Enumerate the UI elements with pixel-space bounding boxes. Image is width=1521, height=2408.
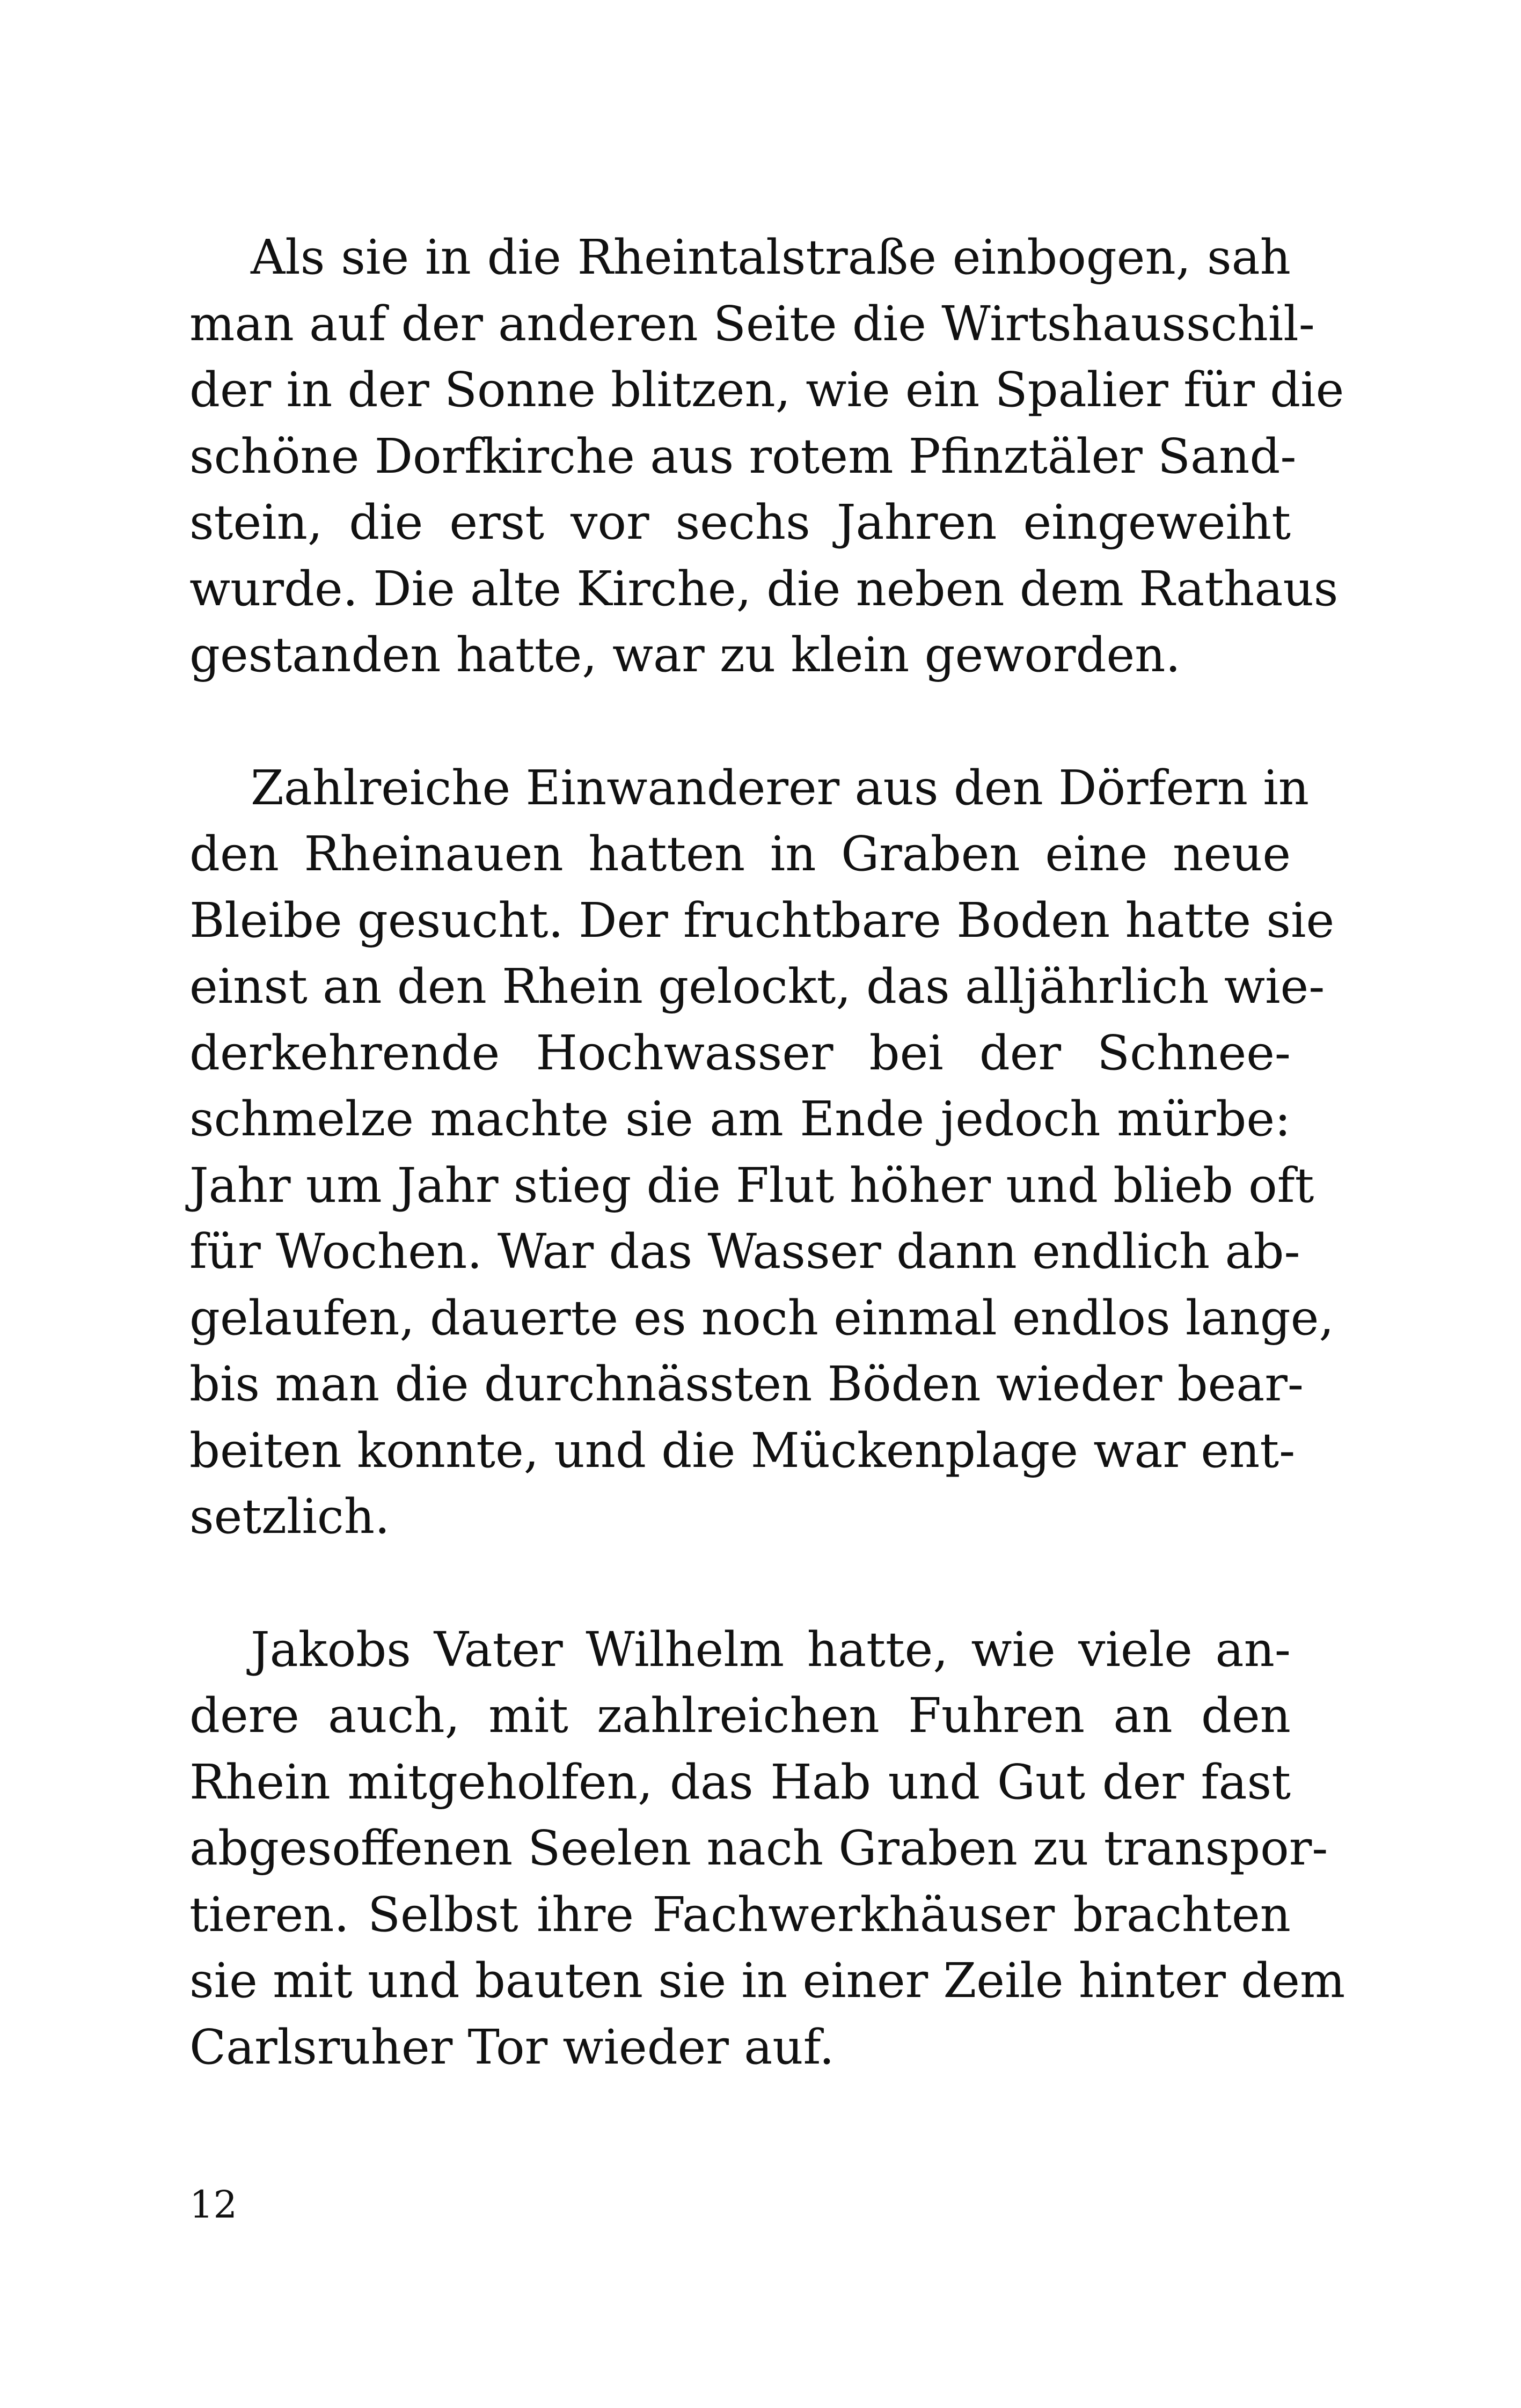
page-number: 12 [189, 2183, 238, 2227]
text-line: Jakobs Vater Wilhelm hatte, wie viele an- [251, 1621, 1291, 1677]
text-line: man auf der anderen Seite die Wirtshausschil- [189, 295, 1315, 351]
text-line: Rhein mitgeholfen, das Hab und Gut der fast [189, 1753, 1291, 1810]
text-line: Zahlreiche Einwanderer aus den Dörfern in [251, 759, 1310, 816]
text-line: tieren. Selbst ihre Fachwerkhäuser brachten [189, 1886, 1291, 1942]
text-line: für Wochen. War das Wasser dann endlich ab- [189, 1223, 1300, 1279]
text-line: gestanden hatte, war zu klein geworden. [189, 627, 1181, 682]
text-line: den Rheinauen hatten in Graben eine neue [189, 826, 1291, 882]
text-line: schmelze machte sie am Ende jedoch mürbe: [189, 1091, 1291, 1147]
text-line: dere auch, mit zahlreichen Fuhren an den [189, 1687, 1291, 1743]
text-line: der in der Sonne blitzen, wie ein Spalier für die [189, 362, 1344, 417]
text-line: setzlich. [189, 1488, 390, 1544]
text-line: Carlsruher Tor wieder auf. [189, 2018, 835, 2075]
text-line: Bleibe gesucht. Der fruchtbare Boden hatte sie [189, 892, 1335, 948]
text-line: derkehrende Hochwasser bei der Schnee- [189, 1024, 1291, 1081]
paragraph-3 [189, 1617, 1346, 2081]
text-line: sie mit und bauten sie in einer Zeile hinter dem [189, 1952, 1346, 2008]
paragraph-2 [189, 755, 1335, 1550]
text-line: Als sie in die Rheintalstraße einbogen, sah [251, 229, 1291, 285]
text-line: schöne Dorfkirche aus rotem Pfinztäler Sand- [189, 428, 1297, 484]
text-line: wurde. Die alte Kirche, die neben dem Rathaus [189, 560, 1339, 616]
text-line: abgesoffenen Seelen nach Graben zu transpor- [189, 1820, 1328, 1876]
text-line: gelaufen, dauerte es noch einmal endlos lange, [189, 1289, 1334, 1346]
text-line: einst an den Rhein gelockt, das alljährlich wie- [189, 958, 1325, 1014]
paragraph-1 [189, 224, 1344, 688]
text-line: bis man die durchnässten Böden wieder bear- [189, 1356, 1304, 1412]
text-line: beiten konnte, und die Mückenplage war ent- [189, 1422, 1296, 1478]
text-line: stein, die erst vor sechs Jahren eingeweiht [189, 494, 1291, 550]
body-text [189, 224, 1346, 2147]
text-line: Jahr um Jahr stieg die Flut höher und blieb oft [189, 1157, 1314, 1213]
